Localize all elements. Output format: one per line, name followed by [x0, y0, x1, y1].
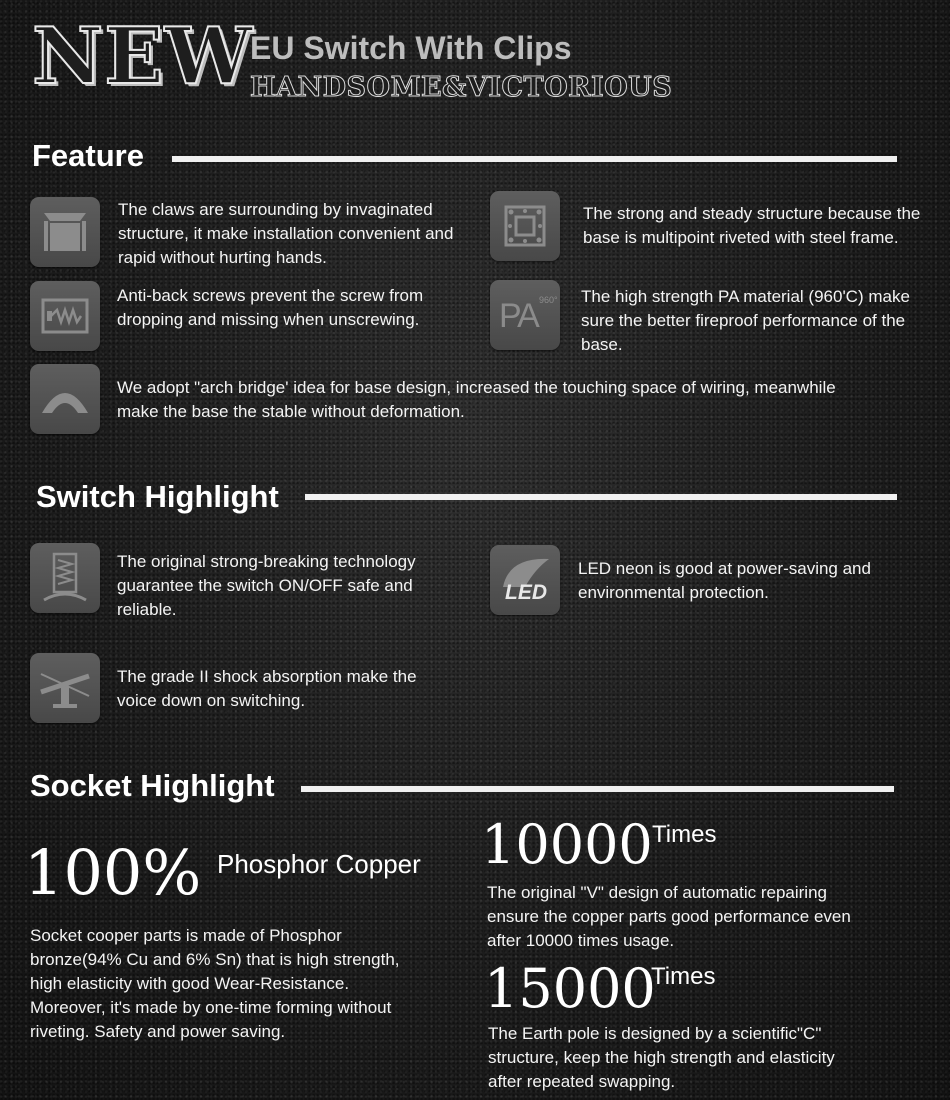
feature-icon-tile — [30, 281, 100, 351]
pa-label: PA — [499, 297, 538, 335]
product-tagline: HANDSOME&VICTORIOUS — [250, 72, 673, 103]
feature-text-arch: We adopt "arch bridge' idea for base design, increased the touching space of wiring, meanwhile make the base the stable without deformation. — [117, 378, 836, 421]
copper-label: Phosphor Copper — [217, 849, 421, 879]
repair-cycles-unit: Times — [652, 821, 717, 848]
feature-icon-tile — [490, 191, 560, 261]
switch-text-breaking: The original strong-breaking technology guarantee the switch ON/OFF safe and reliable. — [117, 552, 416, 619]
feature-icon-tile — [490, 280, 560, 350]
earth-pole-description: The Earth pole is designed by a scientific"C" structure, keep the high strength and elasticity after repeated swapping. — [488, 1024, 835, 1091]
repair-cycles-number: 10000 — [481, 813, 653, 876]
shock-absorber-icon — [37, 666, 93, 710]
switch-icon-tile — [30, 543, 100, 613]
switch-icon-tile — [490, 545, 560, 615]
socket-divider — [301, 786, 894, 792]
switch-divider — [305, 494, 897, 500]
copper-description: Socket cooper parts is made of Phosphor bronze(94% Cu and 6% Sn) that is high strength, high elasticity with good Wear-Resistance. Moreover, it's made by one-time forming without riveting. Safety and power saving. — [30, 926, 400, 1041]
copper-percentage: 100% — [24, 836, 202, 909]
product-subtitle: EU Switch With Clips — [250, 30, 572, 66]
feature-text-screws: Anti-back screws prevent the screw from dropping and missing when unscrewing. — [117, 286, 424, 329]
feature-text-pa: The high strength PA material (960'C) make sure the better fireproof performance of the base. — [581, 287, 910, 354]
feature-icon-tile — [30, 364, 100, 434]
new-logo-word: NEW — [32, 11, 254, 102]
led-leaf-icon — [493, 555, 557, 605]
feature-divider — [172, 156, 897, 162]
feature-text-riveted: The strong and steady structure because the base is multipoint riveted with steel frame. — [583, 204, 921, 247]
arch-bridge-icon — [38, 379, 92, 419]
led-label: LED — [505, 581, 547, 604]
feature-text-claws: The claws are surrounding by invaginated structure, it make installation convenient and rapid without hurting hands. — [118, 200, 454, 267]
swap-cycles-number: 15000 — [484, 957, 656, 1020]
feature-icon-tile — [30, 197, 100, 267]
clip-structure-icon — [40, 209, 90, 255]
switch-text-shock: The grade II shock absorption make the voice down on switching. — [117, 667, 417, 710]
screw-icon — [39, 296, 91, 336]
switch-text-led: LED neon is good at power-saving and environmental protection. — [578, 559, 871, 602]
switch-title: Switch Highlight — [36, 479, 279, 514]
repair-description: The original "V" design of automatic repairing ensure the copper parts good performance even after 10000 times usage. — [487, 883, 851, 950]
pa-superscript: 960° — [539, 295, 558, 305]
spring-icon — [40, 550, 90, 606]
switch-icon-tile — [30, 653, 100, 723]
riveted-frame-icon — [500, 201, 550, 251]
feature-title: Feature — [32, 138, 144, 173]
swap-cycles-unit: Times — [651, 963, 716, 990]
socket-title: Socket Highlight — [30, 768, 275, 803]
pa-material-icon — [495, 295, 558, 335]
